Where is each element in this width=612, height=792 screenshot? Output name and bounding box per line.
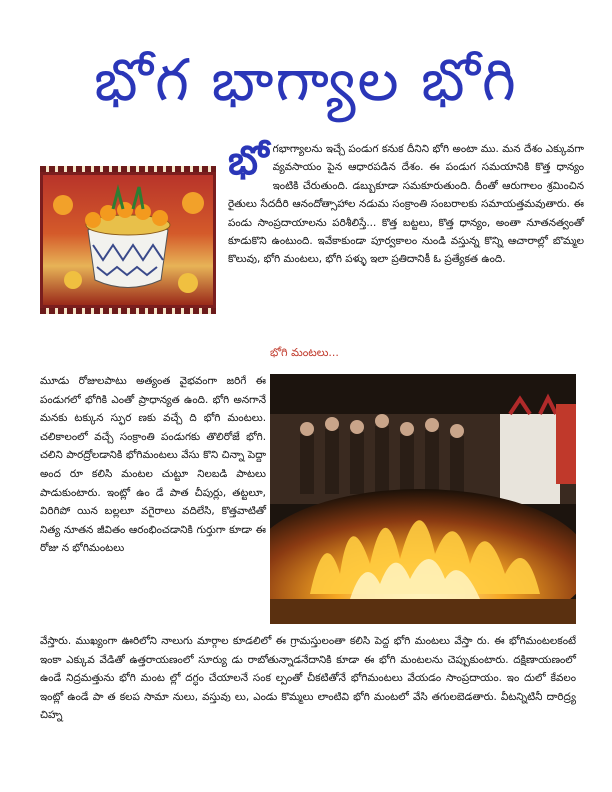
drop-cap: భో	[228, 138, 269, 184]
bonfire-paragraph: మూడు రోజులపాటు అత్యంత వైభవంగా జరిగే ఈ పండుగలో భోగికి ఎంతో ప్రాధాన్యత ఉంది. భోగి అనగానే మనకు టక్కున స్ఫుర ణకు వచ్చే ది భోగి మంటలు. చలికాలంలో వచ్చే సంక్రాంతి పండుగకు తొలిరోజే భోగి. చలిని పారద్రోలడానికి భోగిమంటలు వేసు కొని చిన్నా పెద్దా అంద రూ కలిసి మంటల చుట్టూ నిలబడి పాటలు పాడుకుంటారు. ఇంట్లో ఉం డే పాత చీపుర్లు, తట్టలూ, విరిగిపో యిన బల్లలూ వగైరాలు వదిలేసి, కొత్తవాటితో నిత్య నూతన జీవితం ఆరంభించడానికి గుర్తుగా కూడా ఈ రోజు న భోగిమంటలు	[40, 375, 266, 555]
decorated-pot-image	[40, 172, 216, 308]
intro-paragraph-text: గభాగ్యాలను ఇచ్చే పండుగ కనుక దీనిని భోగి అంటా ము. మన దేశం ఎక్కువగా వ్యవసాయం పైన ఆధారపడిన దేశం. ఈ పండుగ సమయానికి కొత్త ధాన్యం ఇంటికి చేరుతుంది. డబ్బుకూడా సమకూరుతుంది. దీంతో ఆరుగాలం శ్రమించిన రైతులు సేదదీరి ఆనందోత్సాహాల నడుమ సంక్రాంతి సంబరాలకు సమాయత్తమవుతారు. ఈ పండు సాంప్రదాయాలను పరిశీలిస్తే... కొత్త బట్టలు, కొత్త ధాన్యం, అంతా నూతనత్వంతో కూడుకొని ఉంటుంది. ఇవేకాకుండా పూర్వకాలం నుండి వస్తున్న కొన్ని ఆచారాల్లో బొమ్మల కొలువు, భోగి మంటలు, భోగి పళ్ళు ఇలా ప్రతిదానికీ ఓ ప్రత్యేకత ఉంది.	[228, 143, 584, 266]
intro-paragraph	[228, 140, 584, 269]
bonfire-photo	[270, 374, 576, 624]
page-title: భోగ భాగ్యాల భోగి	[94, 46, 518, 114]
continuation-paragraph: వేస్తారు. ముఖ్యంగా ఊరిలోని నాలుగు మార్గాల కూడలిలో ఈ గ్రామస్తులంతా కలిసి పెద్ద భోగి మంటలు వేస్తా రు. ఈ భోగిమంటలకంటే ఇంకా ఎక్కువ వేడితో ఉత్తరాయణంలో సూర్యు డు రాబోతున్నాడనేదానికి కూడా ఈ భోగి మంటలను చెప్పుకుంటారు. దక్షిణాయణంలో ఉండే నిద్రమత్తును భోగి మంట ల్లో దగ్ధం చేయాలనే సంక ల్పంతో చీకటితోనే భోగిమంటలు వేయడం సాంప్రదాయం. ఇం దులో కేవలం ఇంట్లో ఉండే పా త కలప సామా నులు, వస్తువు లు, ఎండు కొమ్మలు లాంటివి భోగి మంటలో వేసి తగులబెడతారు. వీటన్నిటినీ దారిద్ర్య చిహ్న	[40, 635, 576, 722]
section-subheading: భోగి మంటలు...	[270, 346, 339, 359]
film-strip-bottom	[40, 308, 216, 314]
